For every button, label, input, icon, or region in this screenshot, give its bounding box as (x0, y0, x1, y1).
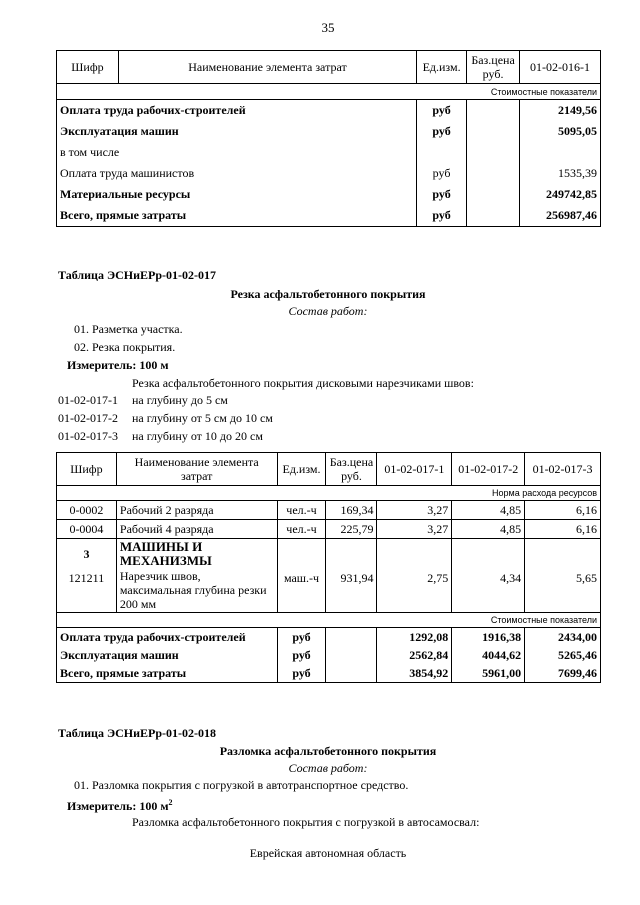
meter-017: Измеритель: 100 м (67, 358, 169, 372)
row-empty (467, 121, 520, 142)
header-code: Шифр (57, 453, 117, 486)
table-row (57, 501, 601, 520)
row-name: Эксплуатация машин (57, 646, 278, 664)
row-name: Рабочий 4 разряда (116, 520, 277, 539)
table-title-018: Таблица ЭСНиЕРр-01-02-018 (58, 726, 217, 740)
item-code: 01-02-017-2 (58, 411, 118, 425)
page-number: 35 (321, 20, 335, 35)
meter-label: Измеритель: 100 м (67, 799, 169, 813)
row-v3: 7699,46 (525, 664, 601, 683)
header-code: Шифр (57, 51, 119, 84)
row-empty (377, 539, 452, 569)
table-row (57, 142, 601, 163)
section-cost: Стоимостные показатели (57, 613, 601, 628)
row-unit: руб (417, 184, 467, 205)
item-text: на глубину до 5 см (132, 393, 228, 407)
table-row (57, 646, 601, 664)
subtitle-017: Резка асфальтобетонного покрытия (230, 287, 426, 301)
row-value: 1535,39 (520, 163, 601, 184)
row-value: 256987,46 (520, 205, 601, 227)
row-v2: 4,85 (452, 520, 525, 539)
row-empty (525, 539, 601, 569)
header-col: 01-02-016-1 (520, 51, 601, 84)
table-row (57, 205, 601, 227)
table-row (57, 163, 601, 184)
row-name: Рабочий 2 разряда (116, 501, 277, 520)
row-price: 169,34 (326, 501, 377, 520)
item-text: на глубину от 5 см до 10 см (132, 411, 273, 425)
row-name: в том числе (57, 142, 417, 163)
header-unit: Ед.изм. (277, 453, 326, 486)
row-name: Эксплуатация машин (57, 121, 417, 142)
row-code: 121211 (57, 569, 117, 613)
row-unit: чел.-ч (277, 520, 326, 539)
row-v3: 6,16 (525, 501, 601, 520)
row-v3: 2434,00 (525, 628, 601, 646)
table-row (57, 184, 601, 205)
row-unit: руб (417, 121, 467, 142)
row-unit: руб (277, 646, 326, 664)
header-base-price: Баз.цена руб. (467, 51, 520, 84)
table-row (57, 569, 601, 613)
row-v2: 4,85 (452, 501, 525, 520)
row-v1: 1292,08 (377, 628, 452, 646)
row-unit (417, 142, 467, 163)
row-name: Материальные ресурсы (57, 184, 417, 205)
row-value (520, 142, 601, 163)
row-v1: 2562,84 (377, 646, 452, 664)
header-c2: 01-02-017-2 (452, 453, 525, 486)
row-empty (467, 184, 520, 205)
row-value: 2149,56 (520, 100, 601, 121)
item-code: 01-02-017-1 (58, 393, 118, 407)
row-empty (467, 163, 520, 184)
section-cost: Стоимостные показатели (57, 84, 601, 100)
row-name: Всего, прямые затраты (57, 664, 278, 683)
row-name: Всего, прямые затраты (57, 205, 417, 227)
row-name: Оплата труда машинистов (57, 163, 417, 184)
table-title-017: Таблица ЭСНиЕРр-01-02-017 (58, 268, 217, 282)
row-unit: маш.-ч (277, 569, 326, 613)
intro-017: Резка асфальтобетонного покрытия дисковыми нарезчиками швов: (132, 376, 474, 390)
row-v2: 5961,00 (452, 664, 525, 683)
row-name: Оплата труда рабочих-строителей (57, 628, 278, 646)
row-v3: 5,65 (525, 569, 601, 613)
row-unit: руб (277, 628, 326, 646)
row-unit: руб (417, 163, 467, 184)
footer-region: Еврейская автономная область (249, 846, 407, 860)
header-unit: Ед.изм. (417, 51, 467, 84)
table-row (57, 628, 601, 646)
meter-018 (67, 796, 173, 813)
row-v1: 3,27 (377, 501, 452, 520)
row-unit: руб (417, 205, 467, 227)
row-code: 0-0002 (57, 501, 117, 520)
works-label-018: Состав работ: (288, 761, 368, 775)
table-row (57, 100, 601, 121)
row-empty (467, 142, 520, 163)
table-row (57, 520, 601, 539)
meter-sup: 2 (168, 798, 173, 807)
work-item: 01. Разломка покрытия с погрузкой в автотранспортное средство. (74, 778, 409, 792)
header-name: Наименование элемента затрат (118, 51, 416, 84)
row-code: 3 (57, 539, 117, 569)
row-v2: 4044,62 (452, 646, 525, 664)
item-code: 01-02-017-3 (58, 429, 118, 443)
row-unit: чел.-ч (277, 501, 326, 520)
row-name: МАШИНЫ И МЕХАНИЗМЫ (116, 539, 277, 569)
row-v3: 6,16 (525, 520, 601, 539)
work-item: 01. Разметка участка. (74, 322, 183, 336)
row-unit: руб (277, 664, 326, 683)
section-norm: Норма расхода ресурсов (57, 486, 601, 501)
row-empty (277, 539, 326, 569)
subtitle-018: Разломка асфальтобетонного покрытия (219, 744, 437, 758)
row-name: Оплата труда рабочих-строителей (57, 100, 417, 121)
header-c1: 01-02-017-1 (377, 453, 452, 486)
header-base-price: Баз.цена руб. (326, 453, 377, 486)
row-value: 5095,05 (520, 121, 601, 142)
row-value: 249742,85 (520, 184, 601, 205)
row-v3: 5265,46 (525, 646, 601, 664)
work-item: 02. Резка покрытия. (74, 340, 176, 354)
row-v2: 1916,38 (452, 628, 525, 646)
row-v1: 3,27 (377, 520, 452, 539)
resource-table-017 (56, 452, 601, 683)
row-name: Нарезчик швов, максимальная глубина резки 200 мм (116, 569, 277, 613)
table-row (57, 664, 601, 683)
row-empty (326, 646, 377, 664)
header-name: Наименование элемента затрат (116, 453, 277, 486)
row-empty (452, 539, 525, 569)
row-v1: 2,75 (377, 569, 452, 613)
row-price: 225,79 (326, 520, 377, 539)
row-code: 0-0004 (57, 520, 117, 539)
intro-018: Разломка асфальтобетонного покрытия с погрузкой в автосамосвал: (132, 815, 480, 829)
table-row (57, 539, 601, 569)
row-empty (467, 100, 520, 121)
works-label-017: Состав работ: (288, 304, 368, 318)
cost-table-016 (56, 50, 601, 227)
header-c3: 01-02-017-3 (525, 453, 601, 486)
item-text: на глубину от 10 до 20 см (132, 429, 263, 443)
row-v2: 4,34 (452, 569, 525, 613)
row-unit: руб (417, 100, 467, 121)
row-price: 931,94 (326, 569, 377, 613)
row-empty (326, 628, 377, 646)
table-row (57, 121, 601, 142)
row-empty (326, 539, 377, 569)
row-empty (326, 664, 377, 683)
row-v1: 3854,92 (377, 664, 452, 683)
row-empty (467, 205, 520, 227)
